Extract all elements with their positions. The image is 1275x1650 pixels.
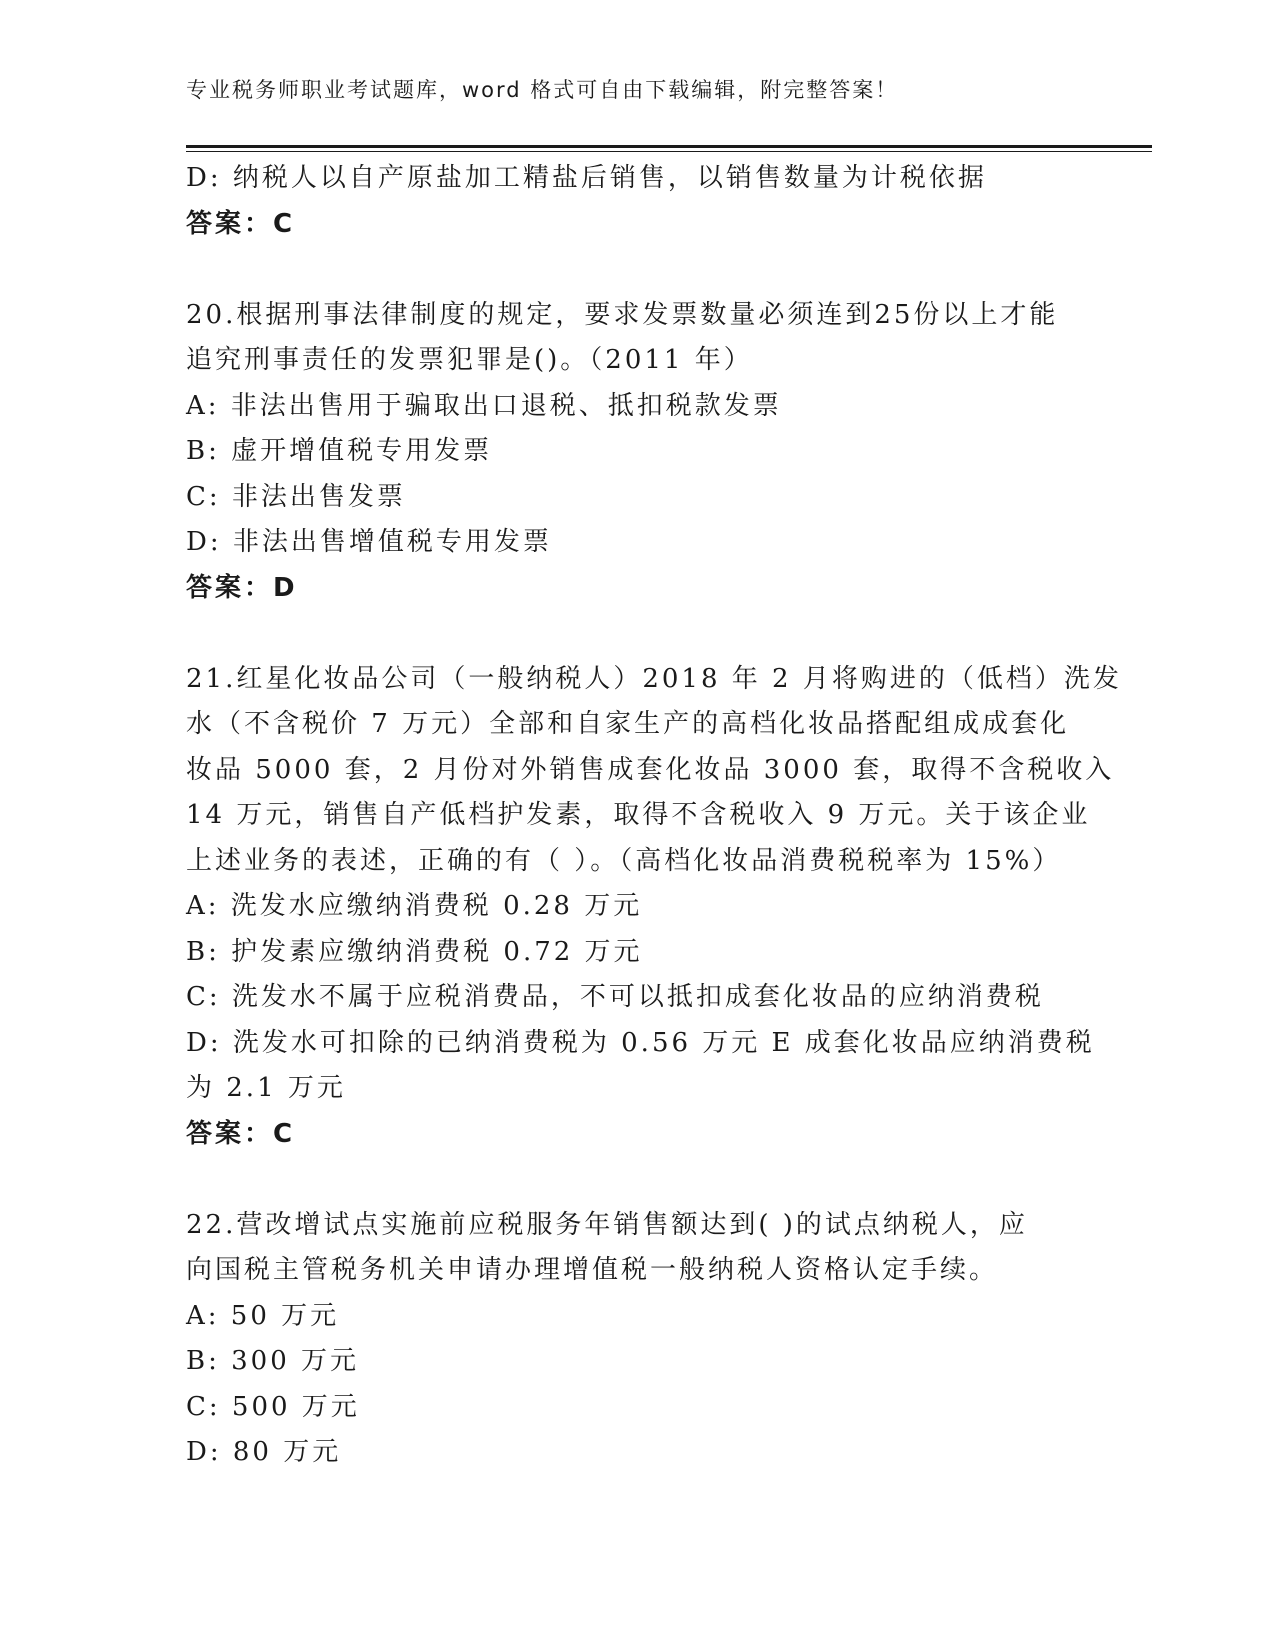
question-content (186, 156, 1122, 1476)
question-line: B: 护发素应缴纳消费税 0.72 万元 (186, 936, 643, 967)
block-spacer (186, 611, 1086, 657)
question-line: A: 洗发水应缴纳消费税 0.28 万元 (186, 891, 643, 921)
question-line: 22.营改增试点实施前应税服务年销售额达到( )的试点纳税人，应 (186, 1209, 1028, 1240)
question-line: 14 万元，销售自产低档护发素，取得不含税收入 9 万元。关于该企业 (186, 800, 1091, 830)
question-line: 向国税主管税务机关申请办理增值税一般纳税人资格认定手续。 (186, 1255, 999, 1285)
answer-line: 答案：C (186, 1118, 296, 1149)
question-line: 为 2.1 万元 (186, 1073, 346, 1103)
question-line: 上述业务的表述，正确的有（ ）。（高档化妆品消费税税率为 15%） (186, 845, 1062, 876)
header-rule-thick (186, 145, 1152, 148)
block-spacer (186, 1157, 1086, 1203)
question-line: A: 非法出售用于骗取出口退税、抵扣税款发票 (186, 390, 782, 421)
block-spacer (186, 247, 1086, 293)
question-line: 20.根据刑事法律制度的规定，要求发票数量必须连到25份以上才能 (186, 299, 1059, 330)
question-line: B: 300 万元 (186, 1346, 360, 1376)
question-line: A: 50 万元 (186, 1300, 340, 1331)
question-line: 水（不含税价 7 万元）全部和自家生产的高档化妆品搭配组成成套化 (186, 709, 1070, 739)
question-block (186, 293, 1086, 612)
question-block (186, 1203, 1086, 1476)
question-block (186, 657, 1122, 1158)
answer-line: 答案：D (186, 572, 298, 603)
question-line: C: 洗发水不属于应税消费品，不可以抵扣成套化妆品的应纳消费税 (186, 982, 1044, 1012)
header-rule-thin (186, 151, 1152, 152)
question-line: 21.红星化妆品公司（一般纳税人）2018 年 2 月将购进的（低档）洗发 (186, 663, 1122, 694)
question-line: D: 非法出售增值税专用发票 (186, 527, 552, 557)
question-line: 追究刑事责任的发票犯罪是()。（2011 年） (186, 345, 753, 375)
question-line: 妆品 5000 套，2 月份对外销售成套化妆品 3000 套，取得不含税收入 (186, 754, 1115, 785)
question-line: C: 非法出售发票 (186, 481, 406, 512)
answer-line: 答案：C (186, 208, 296, 239)
question-line: D: 洗发水可扣除的已纳消费税为 0.56 万元 E 成套化妆品应纳消费税 (186, 1027, 1095, 1058)
page-header: 专业税务师职业考试题库，word 格式可自由下载编辑，附完整答案！ (186, 78, 899, 102)
question-line: C: 500 万元 (186, 1391, 360, 1422)
question-line: D: 80 万元 (186, 1437, 342, 1467)
question-block (186, 156, 1086, 247)
question-line: D: 纳税人以自产原盐加工精盐后销售，以销售数量为计税依据 (186, 163, 987, 193)
question-line: B: 虚开增值税专用发票 (186, 436, 493, 466)
